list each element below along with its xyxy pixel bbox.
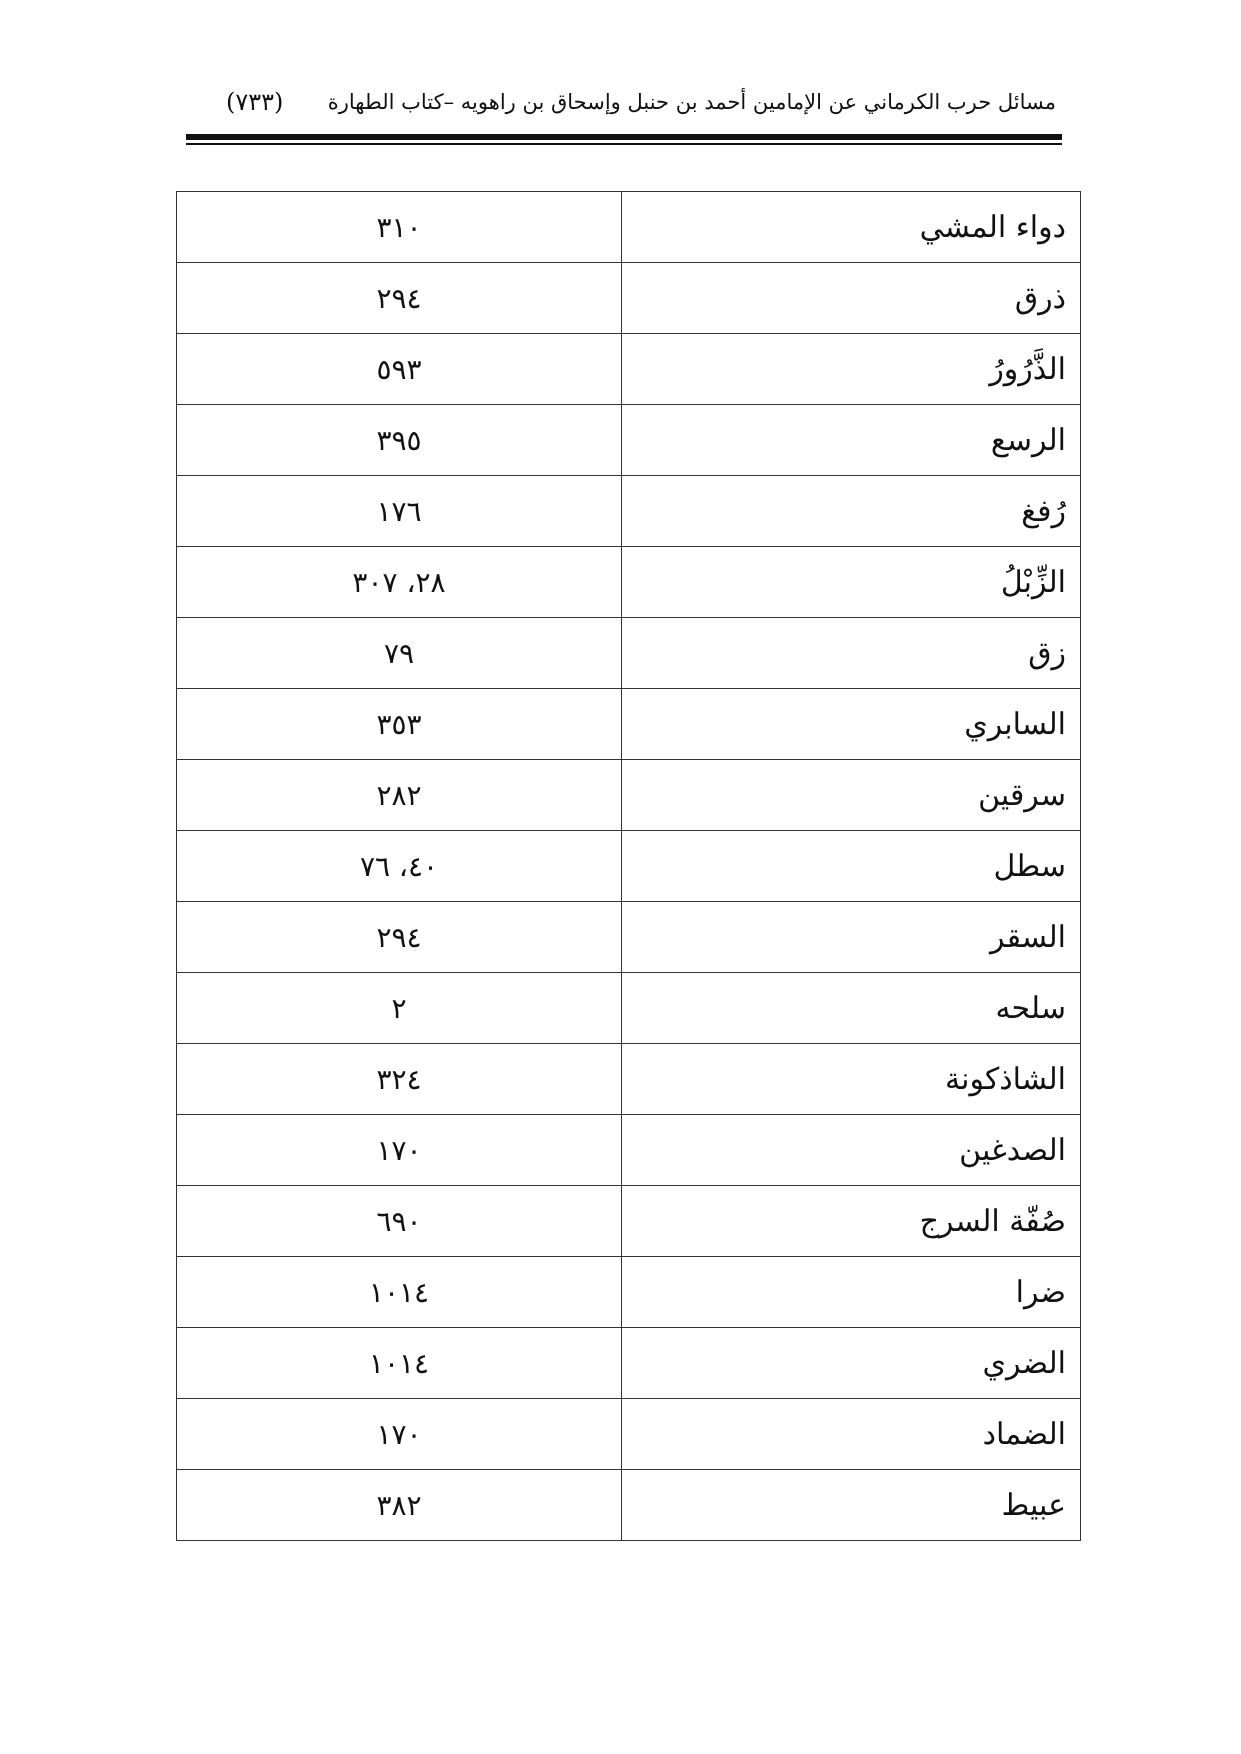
term-cell: الزِّبْلُ — [622, 547, 1081, 618]
term-cell: السقر — [622, 902, 1081, 973]
page-ref-cell: ١٠١٤ — [177, 1328, 622, 1399]
table-row — [177, 263, 1081, 334]
term-cell: دواء المشي — [622, 192, 1081, 263]
table-row — [177, 192, 1081, 263]
page-ref-cell: ٢٩٤ — [177, 902, 622, 973]
table-row — [177, 1257, 1081, 1328]
page-ref-cell: ١٧٦ — [177, 476, 622, 547]
page-ref-cell: ١٧٠ — [177, 1115, 622, 1186]
page-ref-cell: ٦٩٠ — [177, 1186, 622, 1257]
term-cell: الذَّرُورُ — [622, 334, 1081, 405]
term-cell: سرقين — [622, 760, 1081, 831]
header-rule-thick — [186, 134, 1062, 140]
term-cell: ذرق — [622, 263, 1081, 334]
table-row — [177, 902, 1081, 973]
table-row — [177, 1328, 1081, 1399]
page-ref-cell: ٤٠، ٧٦ — [177, 831, 622, 902]
page-ref-cell: ٢٩٤ — [177, 263, 622, 334]
term-cell: سلحه — [622, 973, 1081, 1044]
table-row — [177, 689, 1081, 760]
term-cell: الشاذكونة — [622, 1044, 1081, 1115]
term-cell: سطل — [622, 831, 1081, 902]
page-ref-cell: ٢٨٢ — [177, 760, 622, 831]
term-cell: زق — [622, 618, 1081, 689]
header-rule-thin — [186, 143, 1062, 145]
term-cell: الضماد — [622, 1399, 1081, 1470]
page-ref-cell: ١٠١٤ — [177, 1257, 622, 1328]
page-ref-cell: ٣٥٣ — [177, 689, 622, 760]
page-ref-cell: ٣١٠ — [177, 192, 622, 263]
page-ref-cell: ٧٩ — [177, 618, 622, 689]
running-header — [186, 84, 1068, 132]
term-cell: الضري — [622, 1328, 1081, 1399]
term-cell: السابري — [622, 689, 1081, 760]
page-ref-cell: ٥٩٣ — [177, 334, 622, 405]
page-ref-cell: ٢ — [177, 973, 622, 1044]
page-ref-cell: ٣٩٥ — [177, 405, 622, 476]
table-row — [177, 1044, 1081, 1115]
table-row — [177, 831, 1081, 902]
table-row — [177, 618, 1081, 689]
table-row — [177, 1470, 1081, 1541]
table-row — [177, 476, 1081, 547]
table-row — [177, 1186, 1081, 1257]
table-row — [177, 1399, 1081, 1470]
term-cell: رُفغ — [622, 476, 1081, 547]
page-ref-cell: ٢٨، ٣٠٧ — [177, 547, 622, 618]
page-number: (٧٣٣) — [226, 88, 284, 116]
table-row — [177, 1115, 1081, 1186]
term-cell: الرسع — [622, 405, 1081, 476]
index-table — [176, 191, 1081, 1541]
page-ref-cell: ١٧٠ — [177, 1399, 622, 1470]
term-cell: عبيط — [622, 1470, 1081, 1541]
page-ref-cell: ٣٨٢ — [177, 1470, 622, 1541]
header-title: مسائل حرب الكرماني عن الإمامين أحمد بن حنبل وإسحاق بن راهويه –كتاب الطهارة — [327, 90, 1056, 114]
table-row — [177, 760, 1081, 831]
term-cell: صُفّة السرج — [622, 1186, 1081, 1257]
term-cell: الصدغين — [622, 1115, 1081, 1186]
page-ref-cell: ٣٢٤ — [177, 1044, 622, 1115]
table-row — [177, 973, 1081, 1044]
table-row — [177, 405, 1081, 476]
table-row — [177, 547, 1081, 618]
table-row — [177, 334, 1081, 405]
term-cell: ضرا — [622, 1257, 1081, 1328]
